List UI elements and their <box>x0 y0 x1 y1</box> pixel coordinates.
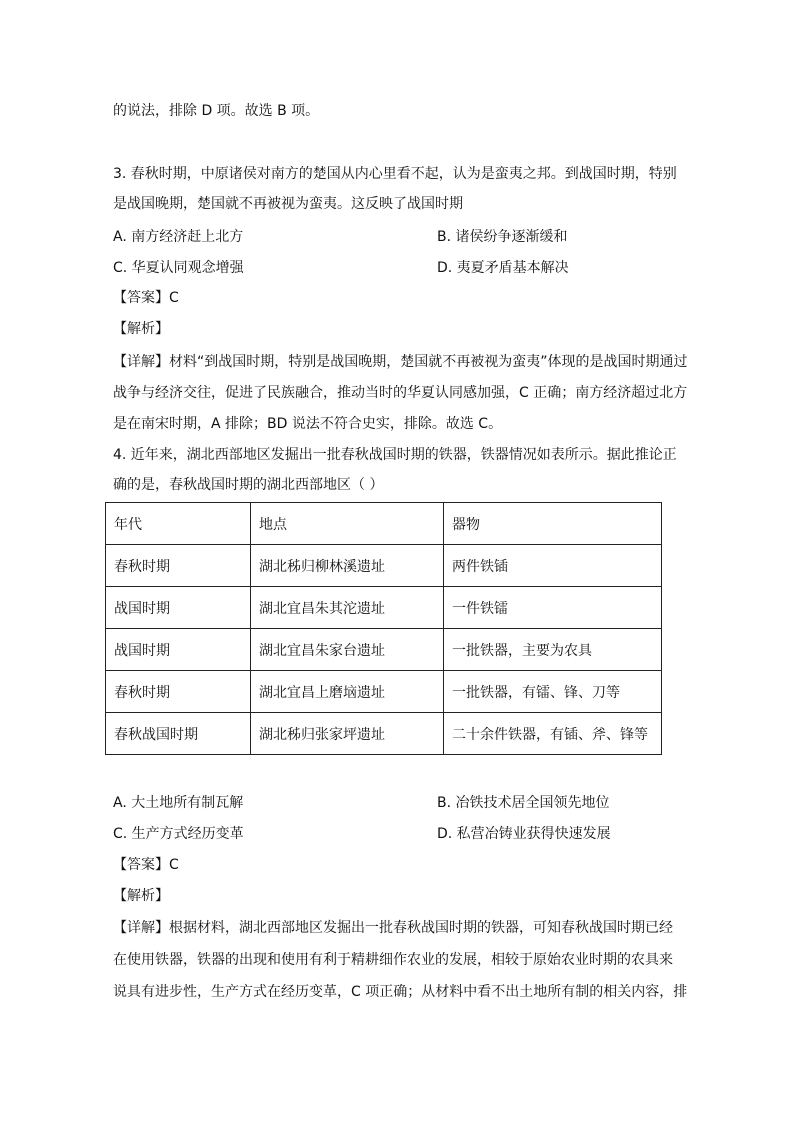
q4-detail-line-1: 【详解】根据材料，湖北西部地区发掘出一批春秋战国时期的铁器，可知春秋战国时期已经 <box>113 920 673 936</box>
q3-detail-line-3: 是在南宋时期，A 排除；BD 说法不符合史实，排除。故选 C。 <box>113 416 503 432</box>
header-era: 年代 <box>106 503 251 545</box>
table-row <box>106 587 662 629</box>
table-row <box>106 713 662 755</box>
table-cell: 湖北秭归张家坪遗址 <box>251 713 444 755</box>
q3-stem-line-1: 3. 春秋时期，中原诸侯对南方的楚国从内心里看不起，认为是蛮夷之邦。到战国时期，特别 <box>113 166 677 182</box>
table-cell: 两件铁锸 <box>444 545 662 587</box>
q4-stem-line-1: 4. 近年来，湖北西部地区发掘出一批春秋战国时期的铁器，铁器情况如表所示。据此推论正 <box>113 447 677 463</box>
table-row <box>106 629 662 671</box>
header-artifacts: 器物 <box>444 503 662 545</box>
q4-option-c: C. 生产方式经历变革 <box>113 826 244 842</box>
table-cell: 战国时期 <box>106 629 251 671</box>
table-cell: 二十余件铁器，有锸、斧、锋等 <box>444 713 662 755</box>
table-cell: 春秋时期 <box>106 671 251 713</box>
q3-stem-line-2: 是战国晚期，楚国就不再被视为蛮夷。这反映了战国时期 <box>113 196 463 212</box>
table-cell: 春秋时期 <box>106 545 251 587</box>
table-cell: 湖北宜昌上磨垴遗址 <box>251 671 444 713</box>
table-header-row <box>106 503 662 545</box>
table-cell: 战国时期 <box>106 587 251 629</box>
q4-detail-line-3: 说具有进步性，生产方式在经历变革，C 项正确；从材料中看不出土地所有制的相关内容，排 <box>113 984 688 1000</box>
table-cell: 湖北宜昌朱其沱遗址 <box>251 587 444 629</box>
table-row <box>106 545 662 587</box>
q4-analysis-label: 【解析】 <box>113 888 169 904</box>
q4-stem-line-2: 确的是，春秋战国时期的湖北西部地区（ ） <box>113 477 384 493</box>
table-cell: 一件铁镭 <box>444 587 662 629</box>
table-row <box>106 671 662 713</box>
q4-option-b: B. 冶铁技术居全国领先地位 <box>437 795 610 811</box>
table-cell: 一批铁器，有镭、锋、刀等 <box>444 671 662 713</box>
q3-detail-line-1: 【详解】材料“到战国时期，特别是战国晚期，楚国就不再被视为蛮夷”体现的是战国时期通过 <box>113 354 688 370</box>
q3-option-a: A. 南方经济赶上北方 <box>113 229 244 245</box>
q3-option-c: C. 华夏认同观念增强 <box>113 260 244 276</box>
q3-answer: 【答案】C <box>113 290 179 306</box>
q3-detail-line-2: 战争与经济交往，促进了民族融合，推动当时的华夏认同感加强，C 正确；南方经济超过北方 <box>113 385 688 401</box>
q3-option-d: D. 夷夏矛盾基本解决 <box>437 260 569 276</box>
q4-option-a: A. 大土地所有制瓦解 <box>113 795 244 811</box>
header-location: 地点 <box>251 503 444 545</box>
q4-option-d: D. 私营冶铸业获得快速发展 <box>437 826 611 842</box>
q4-answer: 【答案】C <box>113 857 179 873</box>
table-cell: 春秋战国时期 <box>106 713 251 755</box>
q3-option-b: B. 诸侯纷争逐渐缓和 <box>437 229 568 245</box>
iron-artifacts-table <box>105 502 662 755</box>
table-cell: 一批铁器，主要为农具 <box>444 629 662 671</box>
table-cell: 湖北宜昌朱家台遗址 <box>251 629 444 671</box>
q4-detail-line-2: 在使用铁器，铁器的出现和使用有利于精耕细作农业的发展，相较于原始农业时期的农具来 <box>113 952 673 968</box>
table-cell: 湖北秭归柳林溪遗址 <box>251 545 444 587</box>
q3-analysis-label: 【解析】 <box>113 321 169 337</box>
previous-answer-tail: 的说法，排除 D 项。故选 B 项。 <box>113 103 320 119</box>
